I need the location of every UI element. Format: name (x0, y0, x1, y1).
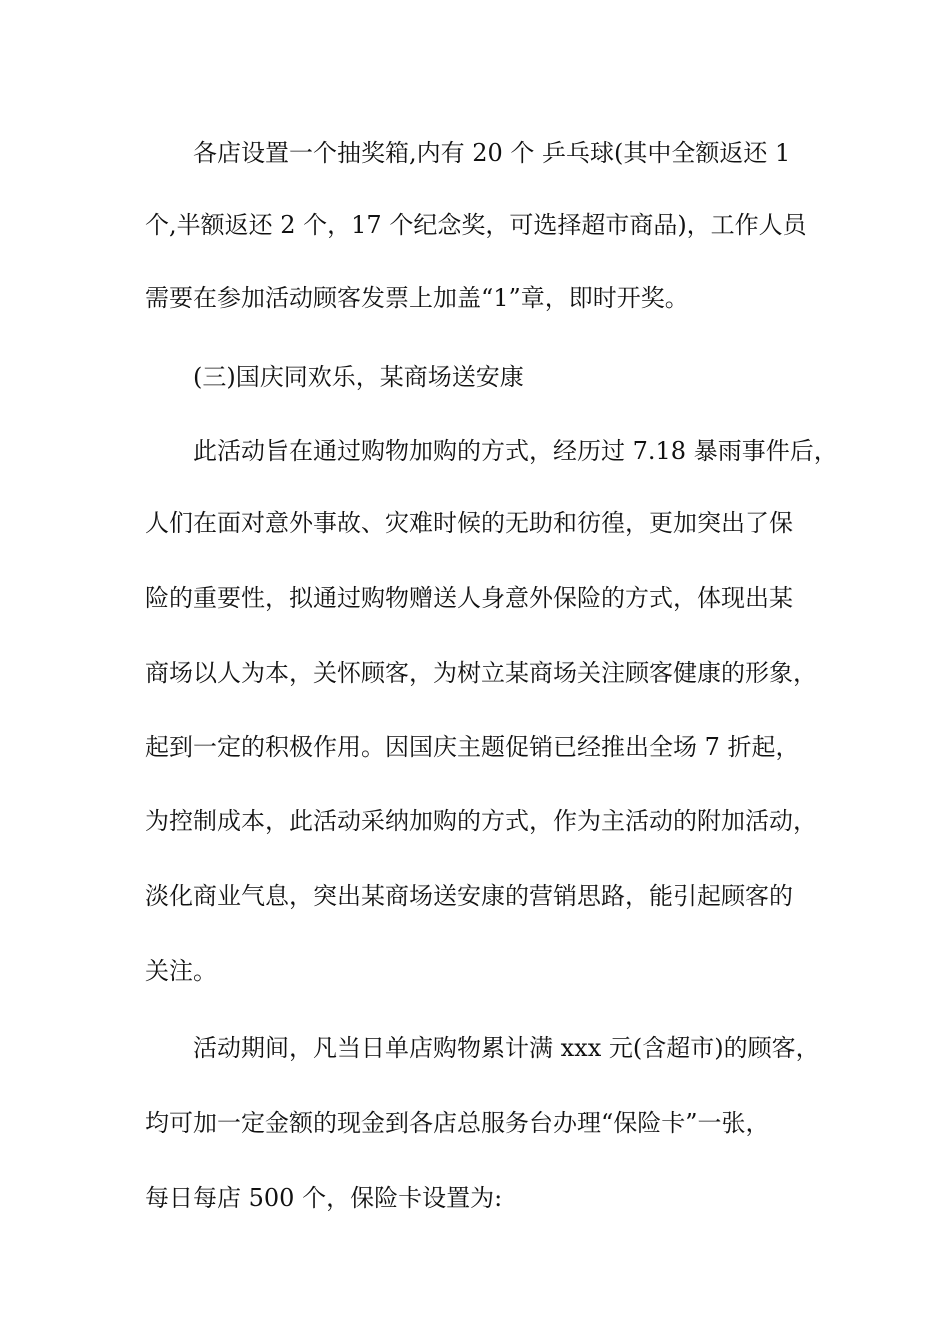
text-line: 每日每店 500 个，保险卡设置为: (145, 1184, 503, 1212)
text-line: 关注。 (145, 957, 217, 985)
text-line: 个,半额返还 2 个，17 个纪念奖，可选择超市商品)，工作人员 (145, 211, 807, 239)
text-line: 活动期间，凡当日单店购物累计满 xxx 元(含超市)的顾客， (193, 1034, 820, 1062)
text-line: 为控制成本，此活动采纳加购的方式，作为主活动的附加活动， (145, 807, 817, 835)
text-line: 起到一定的积极作用。因国庆主题促销已经推出全场 7 折起， (145, 733, 800, 761)
text-line: 险的重要性，拟通过购物赠送人身意外保险的方式，体现出某 (145, 584, 793, 612)
section-heading: (三)国庆同欢乐，某商场送安康 (193, 363, 524, 391)
text-line: 商场以人为本，关怀顾客，为树立某商场关注顾客健康的形象， (145, 659, 817, 687)
text-line: 需要在参加活动顾客发票上加盖“1”章，即时开奖。 (145, 284, 689, 312)
text-line: 各店设置一个抽奖箱,内有 20 个 乒乓球(其中全额返还 1 (193, 139, 791, 167)
text-line: 均可加一定金额的现金到各店总服务台办理“保险卡”一张， (145, 1109, 770, 1137)
text-line: 此活动旨在通过购物加购的方式，经历过 7.18 暴雨事件后， (193, 437, 838, 465)
text-line: 人们在面对意外事故、灾难时候的无助和彷徨，更加突出了保 (145, 509, 793, 537)
text-line: 淡化商业气息，突出某商场送安康的营销思路，能引起顾客的 (145, 882, 793, 910)
